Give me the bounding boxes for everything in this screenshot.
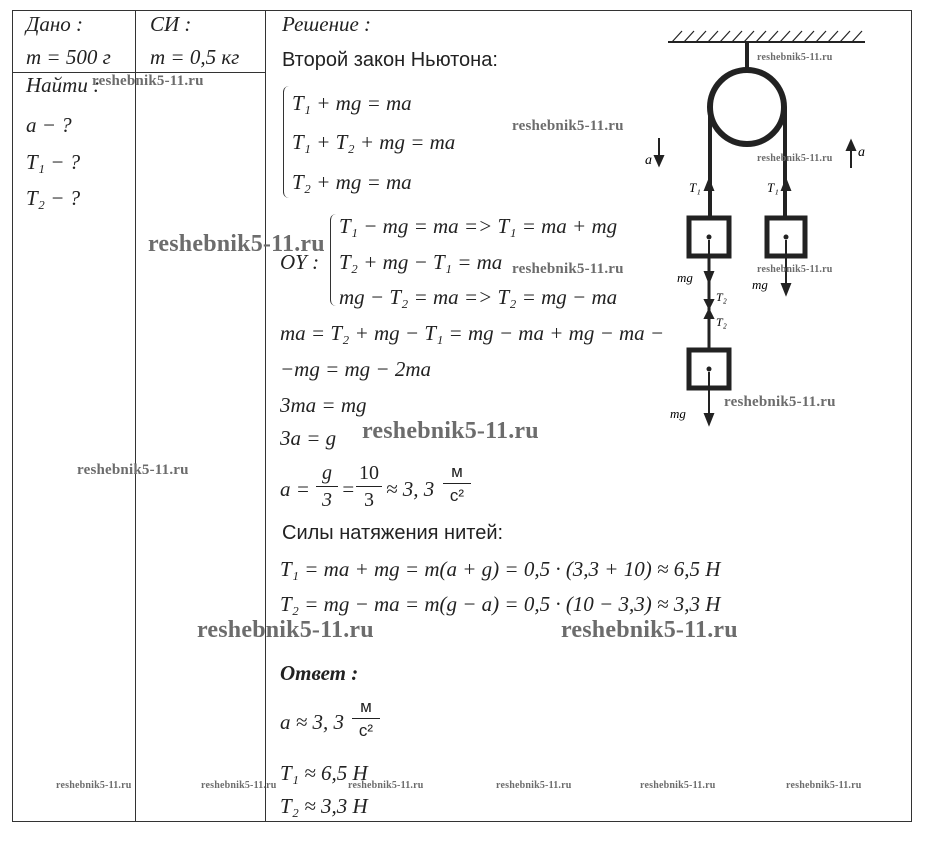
solution-heading: Решение : <box>282 12 372 36</box>
vector-equation: T₁ + mg = ma <box>292 91 412 115</box>
watermark: reshebnik5-11.ru <box>512 261 624 277</box>
gravity-label-left: mg <box>677 270 693 285</box>
newton-label: Второй закон Ньютона: <box>282 49 498 71</box>
accel-label-left: a <box>645 153 652 168</box>
pulley-diagram-icon <box>640 20 910 440</box>
vector-equation: T₁ + T₂ + mg = ma <box>292 130 456 154</box>
pulley-wheel <box>710 70 784 144</box>
given-mass: m = 500 г <box>26 45 111 69</box>
watermark: reshebnik5-11.ru <box>561 617 738 643</box>
derivation-line: −mg = mg − 2ma <box>280 357 432 381</box>
tension-label: Силы натяжения нитей: <box>282 522 504 544</box>
watermark: reshebnik5-11.ru <box>148 231 325 257</box>
gravity-label-right: mg <box>752 277 768 292</box>
column-divider <box>135 10 136 822</box>
column-divider <box>265 10 266 822</box>
accel-fraction: $\frac{10}{3}$ <box>356 463 382 510</box>
answer-unit: м с² <box>352 698 380 739</box>
accel-value: ≈ 3, 3 <box>386 477 435 501</box>
answer-heading: Ответ : <box>280 661 359 685</box>
watermark: reshebnik5-11.ru <box>640 780 716 791</box>
derivation-line: 3ma = mg <box>280 393 367 417</box>
find-item: a − ? <box>26 113 72 137</box>
watermark: reshebnik5-11.ru <box>786 780 862 791</box>
system-brace <box>283 86 290 198</box>
projection-brace <box>330 214 337 306</box>
projection-equation: mg − T₂ = ma => T₂ = mg − ma <box>339 285 618 309</box>
ceiling <box>668 31 865 42</box>
si-mass: m = 0,5 кг <box>150 45 240 69</box>
answer-accel: a ≈ 3, 3 <box>280 710 345 734</box>
watermark: reshebnik5-11.ru <box>362 418 539 444</box>
watermark: reshebnik5-11.ru <box>757 264 833 275</box>
watermark: reshebnik5-11.ru <box>56 780 132 791</box>
tension2-label-down: T₂ <box>716 290 727 304</box>
find-item: T₁ − ? <box>26 150 81 174</box>
watermark: reshebnik5-11.ru <box>757 52 833 63</box>
watermark: reshebnik5-11.ru <box>496 780 572 791</box>
watermark: reshebnik5-11.ru <box>757 153 833 164</box>
answer-t1: T₁ ≈ 6,5 Н <box>280 761 368 785</box>
given-heading: Дано : <box>26 12 84 36</box>
accel-unit: м с² <box>443 463 471 504</box>
watermark: reshebnik5-11.ru <box>201 780 277 791</box>
projection-equation: T₁ − mg = ma => T₁ = ma + mg <box>339 214 618 238</box>
watermark: reshebnik5-11.ru <box>512 118 624 134</box>
watermark: reshebnik5-11.ru <box>348 780 424 791</box>
tension2-label-up: T₂ <box>716 315 727 329</box>
answer-t2: T₂ ≈ 3,3 Н <box>280 794 368 818</box>
derivation-line: 3a = g <box>280 426 337 450</box>
tension-label-right: T₁ <box>767 180 779 195</box>
watermark: reshebnik5-11.ru <box>197 617 374 643</box>
accel-label-right: a <box>858 145 865 160</box>
accel-equals: = <box>341 477 356 501</box>
watermark: reshebnik5-11.ru <box>92 73 204 89</box>
si-heading: СИ : <box>150 12 192 36</box>
accel-lhs: a = <box>280 477 310 501</box>
projection-equation: T₂ + mg − T₁ = ma <box>339 250 503 274</box>
tension-label-left: T₁ <box>689 180 701 195</box>
derivation-line: ma = T₂ + mg − T₁ = mg − ma + mg − ma − <box>280 321 665 345</box>
vector-equation: T₂ + mg = ma <box>292 170 412 194</box>
tension-equation: T₁ = ma + mg = m(a + g) = 0,5 · (3,3 + 10) ≈ 6,5 Н <box>280 557 721 581</box>
gravity-label-bottom: mg <box>670 406 686 421</box>
watermark: reshebnik5-11.ru <box>724 394 836 410</box>
watermark: reshebnik5-11.ru <box>77 462 189 478</box>
oy-label: OY : <box>280 250 320 274</box>
tension-equation: T₂ = mg − ma = m(g − a) = 0,5 · (10 − 3,3) ≈ 3,3 Н <box>280 592 721 616</box>
accel-fraction: $\frac{g}{3}$ <box>316 463 338 510</box>
find-item: T₂ − ? <box>26 186 81 210</box>
find-heading: Найти : <box>26 73 101 97</box>
